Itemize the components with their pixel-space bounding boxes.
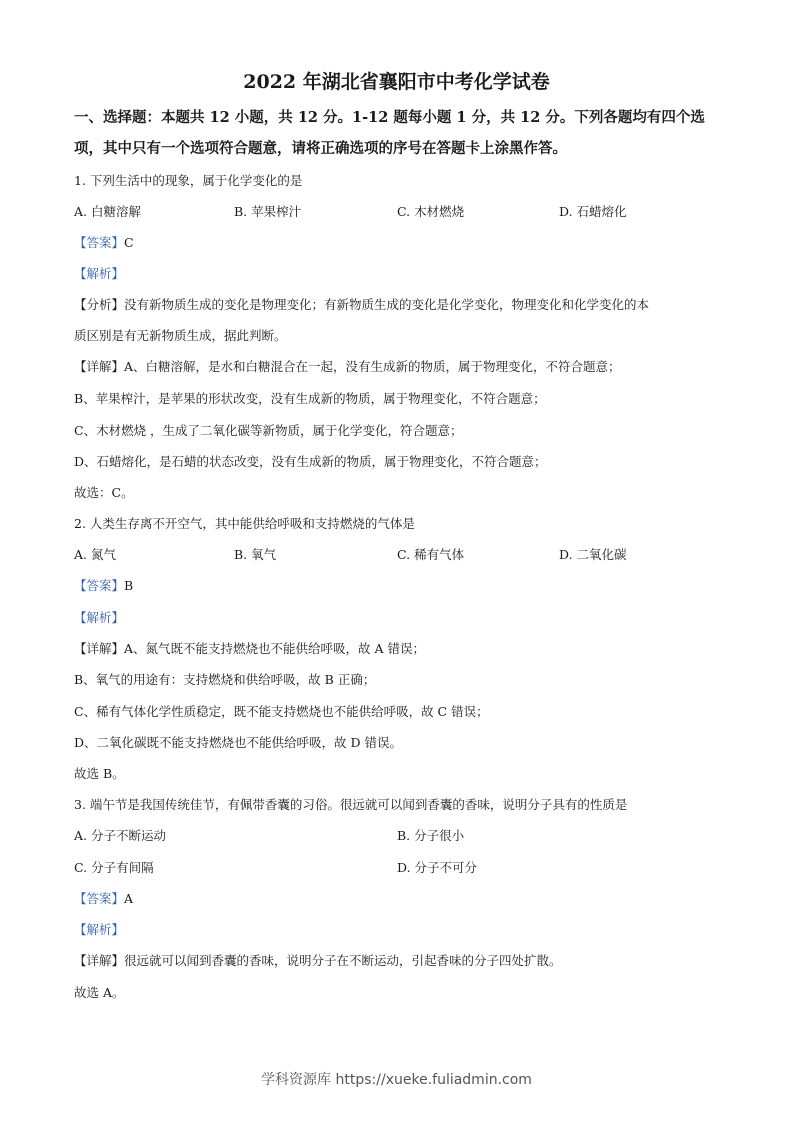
q1-answer xyxy=(74,235,724,251)
q2-analysis-tag: 【解析】 xyxy=(74,610,125,625)
q2-detail-line-2: B、氧气的用途有：支持燃烧和供给呼吸，故 B 正确； xyxy=(74,672,376,687)
answer-value: A xyxy=(124,891,134,906)
q1-option-c: C. 木材燃烧 xyxy=(397,204,465,219)
q2-option-a: A. 氮气 xyxy=(74,547,116,562)
q3-option-c: C. 分子有间隔 xyxy=(74,860,154,875)
q1-detail-line-4: D、石蜡熔化，是石蜡的状态改变，没有生成新的物质，属于物理变化，不符合题意； xyxy=(74,454,547,469)
q3-detail-line-1 xyxy=(74,953,724,969)
q3-answer xyxy=(74,891,724,907)
answer-value: C xyxy=(124,235,134,250)
detail-tag: 【详解】 xyxy=(74,359,125,374)
q1-detail-line-3: C、木材燃烧 ，生成了二氧化碳等新物质，属于化学变化，符合题意； xyxy=(74,423,463,438)
footer-source-link[interactable]: 学科资源库 https://xueke.fuliadmin.com xyxy=(261,1072,532,1088)
q3-analysis-tag: 【解析】 xyxy=(74,922,125,937)
q1-option-b: B. 苹果榨汁 xyxy=(234,204,302,219)
q1-analysis-tag: 【解析】 xyxy=(74,266,125,281)
question-3-stem: 3. 端午节是我国传统佳节，有佩带香囊的习俗。很远就可以闻到香囊的香味，说明分子具有的性质是 xyxy=(74,797,628,812)
q2-answer xyxy=(74,578,724,594)
answer-tag: 【答案】 xyxy=(74,235,125,250)
q2-option-b: B. 氧气 xyxy=(234,547,277,562)
q1-fenxi-line-1 xyxy=(74,297,724,313)
detail-tag: 【详解】 xyxy=(74,953,125,968)
q2-detail-line-1 xyxy=(74,641,724,657)
q1-fenxi-line-2: 质区别是有无新物质生成，据此判断。 xyxy=(74,328,287,343)
section-header-line-1: 一、选择题：本题共 12 小题，共 12 分。1-12 题每小题 1 分，共 12 分。下列各题均有四个选 xyxy=(74,109,705,126)
fenxi-tag: 【分析】 xyxy=(74,297,125,312)
section-header-line-2: 项，其中只有一个选项符合题意，请将正确选项的序号在答题卡上涂黑作答。 xyxy=(74,140,567,157)
detail-text: A、氮气既不能支持燃烧也不能供给呼吸，故 A 错误； xyxy=(124,641,426,656)
q1-option-a: A. 白糖溶解 xyxy=(74,204,141,219)
q1-conclusion: 故选：C。 xyxy=(74,485,134,500)
answer-value: B xyxy=(124,578,134,593)
answer-tag: 【答案】 xyxy=(74,578,125,593)
question-1-stem: 1. 下列生活中的现象，属于化学变化的是 xyxy=(74,173,303,188)
q3-option-a: A. 分子不断运动 xyxy=(74,828,166,843)
q2-detail-line-4: D、二氧化碳既不能支持燃烧也不能供给呼吸，故 D 错误。 xyxy=(74,735,402,750)
q1-detail-line-1 xyxy=(74,359,724,375)
detail-text: A、白糖溶解，是水和白糖混合在一起，没有生成新的物质，属于物理变化，不符合题意； xyxy=(124,359,621,374)
fenxi-text: 没有新物质生成的变化是物理变化；有新物质生成的变化是化学变化，物理变化和化学变化的本 xyxy=(124,297,650,312)
q2-option-c: C. 稀有气体 xyxy=(397,547,465,562)
q2-option-d: D. 二氧化碳 xyxy=(559,547,627,562)
detail-text: 很远就可以闻到香囊的香味，说明分子在不断运动，引起香味的分子四处扩散。 xyxy=(124,953,562,968)
question-2-stem: 2. 人类生存离不开空气，其中能供给呼吸和支持燃烧的气体是 xyxy=(74,516,415,531)
q3-option-d: D. 分子不可分 xyxy=(397,860,478,875)
exam-title: 2022 年湖北省襄阳市中考化学试卷 xyxy=(243,71,550,93)
q2-detail-line-3: C、稀有气体化学性质稳定，既不能支持燃烧也不能供给呼吸，故 C 错误； xyxy=(74,704,489,719)
q1-detail-line-2: B、苹果榨汁，是苹果的形状改变，没有生成新的物质，属于物理变化，不符合题意； xyxy=(74,391,546,406)
q2-conclusion: 故选 B。 xyxy=(74,766,125,781)
q3-conclusion: 故选 A。 xyxy=(74,985,125,1000)
answer-tag: 【答案】 xyxy=(74,891,125,906)
detail-tag: 【详解】 xyxy=(74,641,125,656)
q1-option-d: D. 石蜡熔化 xyxy=(559,204,627,219)
q3-option-b: B. 分子很小 xyxy=(397,828,465,843)
